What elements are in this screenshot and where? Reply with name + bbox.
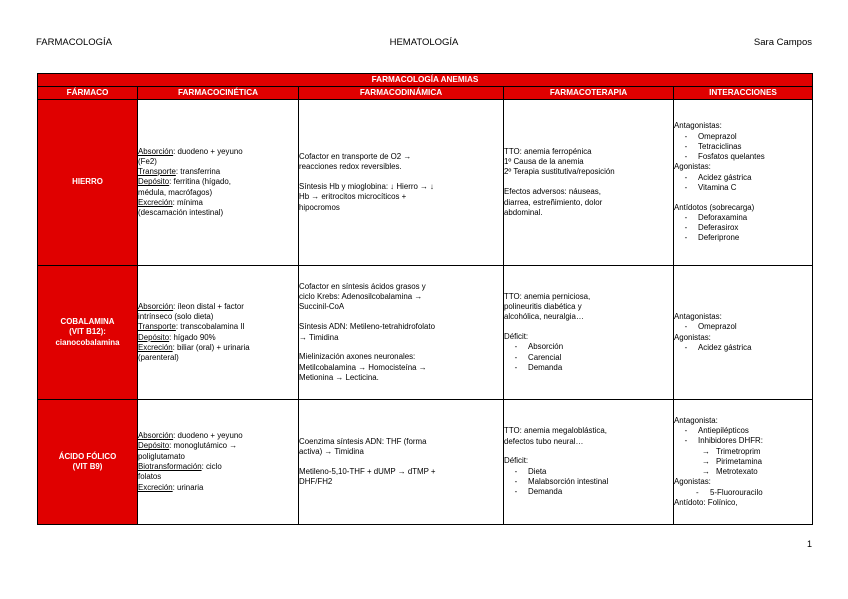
table-row xyxy=(38,100,813,266)
pk-label: Excreción xyxy=(138,197,173,207)
pk-line xyxy=(138,483,298,493)
dash-bullet: - xyxy=(696,487,699,497)
pk-text: : hígado 90% xyxy=(169,332,216,342)
pk-line xyxy=(138,157,298,167)
ft-list-item xyxy=(504,487,673,497)
dash-bullet: - xyxy=(684,223,688,233)
pharmacodynamics-cell xyxy=(299,100,504,266)
ix-list-item xyxy=(674,447,812,457)
pharmacotherapy-cell xyxy=(504,100,674,266)
ix-list-item xyxy=(674,322,812,332)
ix-list-item xyxy=(674,233,812,243)
ix-heading: Agonistas: xyxy=(674,162,711,172)
pk-text: : ciclo xyxy=(201,462,222,471)
ft-list-text: Malabsorción intestinal xyxy=(528,477,609,487)
ft-line: TTO: anemia perniciosa, xyxy=(504,291,591,301)
anemia-pharmacology-table xyxy=(37,73,813,525)
pharmacotherapy-cell xyxy=(504,400,674,525)
dash-bullet: - xyxy=(514,352,518,362)
pk-line xyxy=(138,302,298,312)
dash-bullet: - xyxy=(514,477,518,487)
arrow-bullet: → xyxy=(702,456,710,466)
ix-list-text: Omeprazol xyxy=(698,322,737,332)
dash-bullet: - xyxy=(684,131,688,141)
pd-line: ciclo Krebs: Adenosilcobalamina → xyxy=(299,292,423,302)
dash-bullet: - xyxy=(514,487,518,497)
ix-heading: Agonistas: xyxy=(674,477,711,487)
pk-label: Transporte xyxy=(138,167,176,177)
pk-label: Excreción xyxy=(138,482,173,492)
pd-line: Metionina → Lecticina. xyxy=(299,372,379,382)
table-row xyxy=(38,400,813,525)
spacer xyxy=(674,193,812,203)
pk-text: poliglutamato xyxy=(138,451,185,461)
ix-list-item xyxy=(674,213,812,223)
dash-bullet: - xyxy=(514,362,518,372)
drug-name-line: cianocobalamina xyxy=(55,337,120,347)
dash-bullet: - xyxy=(684,182,688,192)
ft-list-text: Carencial xyxy=(528,352,562,362)
pd-line: DHF/FH2 xyxy=(299,477,333,487)
pk-text: : duodeno + yeyuno xyxy=(173,431,243,441)
pd-line: Metileno-5,10-THF + dUMP → dTMP + xyxy=(299,466,436,476)
spacer xyxy=(299,313,503,323)
ix-list-item xyxy=(674,173,812,183)
interactions-cell xyxy=(674,100,813,266)
header-topic: HEMATOLOGÍA xyxy=(389,37,459,48)
pk-line xyxy=(138,441,298,451)
pk-label: Depósito xyxy=(138,332,170,342)
dash-bullet: - xyxy=(514,342,518,352)
column-header-interacciones: INTERACCIONES xyxy=(674,87,813,100)
pk-text: : monoglutámico → xyxy=(169,441,238,451)
ft-list-text: Dieta xyxy=(528,466,547,476)
pk-label: Depósito xyxy=(138,441,170,451)
pk-label: Excreción xyxy=(138,342,173,352)
ix-list-text: Deferiprone xyxy=(698,233,740,243)
ix-list-item xyxy=(674,152,812,162)
pd-line: reacciones redox reversibles. xyxy=(299,162,402,172)
pk-line xyxy=(138,177,298,187)
ft-line: alcohólica, neuralgia… xyxy=(504,312,584,322)
pk-text: : duodeno + yeyuno xyxy=(173,146,243,156)
ft-line: TTO: anemia megaloblástica, xyxy=(504,426,607,436)
pk-text: (descamación intestinal) xyxy=(138,208,224,218)
spacer xyxy=(504,178,673,188)
pharmacodynamics-cell xyxy=(299,400,504,525)
spacer xyxy=(504,323,673,333)
ix-list-text: Antiepilépticos xyxy=(698,426,749,436)
ft-list-text: Demanda xyxy=(528,487,563,497)
pd-line: Síntesis ADN: Metileno-tetrahidrofolato xyxy=(299,322,435,332)
ix-list-text: Vitamina C xyxy=(698,182,737,192)
pk-line xyxy=(138,462,298,472)
ix-list-item xyxy=(674,183,812,193)
spacer xyxy=(299,343,503,353)
pk-line xyxy=(138,208,298,218)
arrow-bullet: → xyxy=(702,446,710,456)
ix-list-text: Tetraciclinas xyxy=(698,141,742,151)
spacer xyxy=(504,447,673,457)
pk-line xyxy=(138,167,298,177)
ix-list-text: 5-Fluorouracilo xyxy=(710,487,763,497)
drug-name-line: COBALAMINA xyxy=(60,317,115,327)
spacer xyxy=(299,457,503,467)
pk-line xyxy=(138,452,298,462)
ft-line: 1º Causa de la anemia xyxy=(504,157,584,167)
ft-list-item xyxy=(504,353,673,363)
pd-line: activa) → Timidina xyxy=(299,446,364,456)
ix-list-text: Fosfatos quelantes xyxy=(698,152,765,162)
pharmacodynamics-cell xyxy=(299,266,504,400)
ft-line: Déficit: xyxy=(504,332,529,342)
dash-bullet: - xyxy=(684,152,688,162)
ix-list-item xyxy=(674,426,812,436)
ix-list-item xyxy=(674,457,812,467)
ix-list-text: Deferasirox xyxy=(698,223,739,233)
dash-bullet: - xyxy=(684,172,688,182)
ix-list-text: Acidez gástrica xyxy=(698,342,752,352)
dash-bullet: - xyxy=(684,233,688,243)
pd-line: Mielinización axones neuronales: xyxy=(299,352,416,362)
ix-list-item xyxy=(674,343,812,353)
table-title: FARMACOLOGÍA ANEMIAS xyxy=(38,74,813,87)
pk-line xyxy=(138,431,298,441)
ft-line: 2º Terapia sustitutiva/reposición xyxy=(504,167,615,177)
pharmacokinetics-cell xyxy=(138,266,299,400)
ft-list-text: Demanda xyxy=(528,362,563,372)
dash-bullet: - xyxy=(684,322,688,332)
pk-text: : transcobalamina II xyxy=(175,322,245,332)
interactions-cell xyxy=(674,266,813,400)
ft-line: defectos tubo neural… xyxy=(504,436,584,446)
ix-list-text: Deforaxamina xyxy=(698,212,748,222)
pk-label: Transporte xyxy=(138,322,176,332)
dash-bullet: - xyxy=(514,466,518,476)
pk-text: : transferrina xyxy=(175,167,221,177)
ft-line: Efectos adversos: náuseas, xyxy=(504,187,601,197)
pk-text: (Fe2) xyxy=(138,156,157,166)
ft-line: polineuritis diabética y xyxy=(504,302,582,312)
pk-label: Depósito xyxy=(138,177,170,187)
drug-name-cell xyxy=(38,100,138,266)
pk-line xyxy=(138,343,298,353)
drug-name-line: HIERRO xyxy=(72,177,103,187)
dash-bullet: - xyxy=(684,342,688,352)
pk-line xyxy=(138,322,298,332)
pk-text: : ferritina (hígado, xyxy=(169,177,231,187)
ix-heading: Antagonistas: xyxy=(674,311,722,321)
drug-name-line: (VIT B9) xyxy=(72,462,103,471)
ix-heading: Antagonistas: xyxy=(674,121,722,131)
pk-text: : mínima xyxy=(172,197,203,207)
pd-line: Hb → eritrocitos microcíticos + xyxy=(299,192,407,202)
column-header-farmaco: FÁRMACO xyxy=(38,87,138,100)
ft-list-item xyxy=(504,363,673,373)
ix-heading: Agonistas: xyxy=(674,332,711,342)
pk-line xyxy=(138,198,298,208)
pd-line: Coenzima síntesis ADN: THF (forma xyxy=(299,436,427,446)
ft-line: diarrea, estreñimiento, dolor xyxy=(504,197,603,207)
pk-line xyxy=(138,353,298,363)
ix-list-item xyxy=(674,132,812,142)
pk-label: Absorción xyxy=(138,301,174,311)
column-header-farmacocinetica: FARMACOCINÉTICA xyxy=(138,87,299,100)
spacer xyxy=(299,173,503,183)
pd-line: Metilcobalamina → Homocisteína → xyxy=(299,362,427,372)
ix-list-text: Pirimetamina xyxy=(716,456,763,466)
pd-line: hipocromos xyxy=(299,202,340,212)
dash-bullet: - xyxy=(684,212,688,222)
pk-line xyxy=(138,188,298,198)
dash-bullet: - xyxy=(684,426,688,436)
header-author: Sara Campos xyxy=(753,37,812,48)
pd-line: Succinil-CoA xyxy=(299,302,345,312)
ft-line: abdominal. xyxy=(504,207,543,217)
ix-heading: Antagonista: xyxy=(674,415,718,425)
ix-list-item xyxy=(674,142,812,152)
header-subject: FARMACOLOGÍA xyxy=(36,37,113,48)
pharmacokinetics-cell xyxy=(138,400,299,525)
ix-heading: Antídotos (sobrecarga) xyxy=(674,202,755,212)
ft-line: TTO: anemia ferropénica xyxy=(504,146,592,156)
interactions-cell xyxy=(674,400,813,525)
pk-text: intrínseco (solo dieta) xyxy=(138,311,214,321)
arrow-bullet: → xyxy=(702,467,710,477)
ix-list-item xyxy=(674,436,812,446)
drug-name-cell xyxy=(38,400,138,525)
ix-list-text: Inhibidores DHFR: xyxy=(698,436,763,446)
pk-line xyxy=(138,147,298,157)
ft-list-item xyxy=(504,477,673,487)
ix-list-text: Omeprazol xyxy=(698,131,737,141)
pharmacotherapy-cell xyxy=(504,266,674,400)
column-header-farmacoterapia: FARMACOTERAPIA xyxy=(504,87,674,100)
pd-line: Cofactor en síntesis ácidos grasos y xyxy=(299,281,426,291)
ft-list-text: Absorción xyxy=(528,342,564,352)
pk-label: Absorción xyxy=(138,146,174,156)
pk-label: Absorción xyxy=(138,431,174,441)
pk-text: : urinaria xyxy=(172,482,204,492)
pk-text: : biliar (oral) + urinaria xyxy=(172,342,250,352)
ix-list-text: Metrotexato xyxy=(716,467,758,477)
pk-label: Biotransformación xyxy=(138,462,202,471)
pk-line xyxy=(138,472,298,482)
ix-list-item xyxy=(674,488,812,498)
page-number: 1 xyxy=(806,539,812,549)
table-row xyxy=(38,266,813,400)
ix-list-item xyxy=(674,223,812,233)
pd-line: Síntesis Hb y mioglobina: ↓ Hierro → ↓ xyxy=(299,182,435,192)
pk-text: (parenteral) xyxy=(138,353,179,363)
ix-list-text: Trimetroprim xyxy=(716,446,761,456)
pk-text: : íleon distal + factor xyxy=(173,301,244,311)
dash-bullet: - xyxy=(684,141,688,151)
ix-list-item xyxy=(674,467,812,477)
ix-heading: Antídoto: Folínico, xyxy=(674,497,738,507)
ft-list-item xyxy=(504,342,673,352)
pk-text: folatos xyxy=(138,472,162,482)
pk-line xyxy=(138,333,298,343)
ix-list-text: Acidez gástrica xyxy=(698,172,752,182)
ft-list-item xyxy=(504,467,673,477)
ft-line: Déficit: xyxy=(504,456,529,466)
drug-name-line: (VIT B12): xyxy=(69,327,106,337)
pk-line xyxy=(138,312,298,322)
dash-bullet: - xyxy=(684,436,688,446)
pk-text: médula, macrófagos) xyxy=(138,187,213,197)
drug-name-cell xyxy=(38,266,138,400)
pharmacokinetics-cell xyxy=(138,100,299,266)
drug-name-line: ÁCIDO FÓLICO xyxy=(58,451,117,461)
column-header-farmacodinamica: FARMACODINÁMICA xyxy=(299,87,504,100)
pd-line: Cofactor en transporte de O2 → xyxy=(299,152,412,162)
pd-line: → Timidina xyxy=(299,332,339,342)
